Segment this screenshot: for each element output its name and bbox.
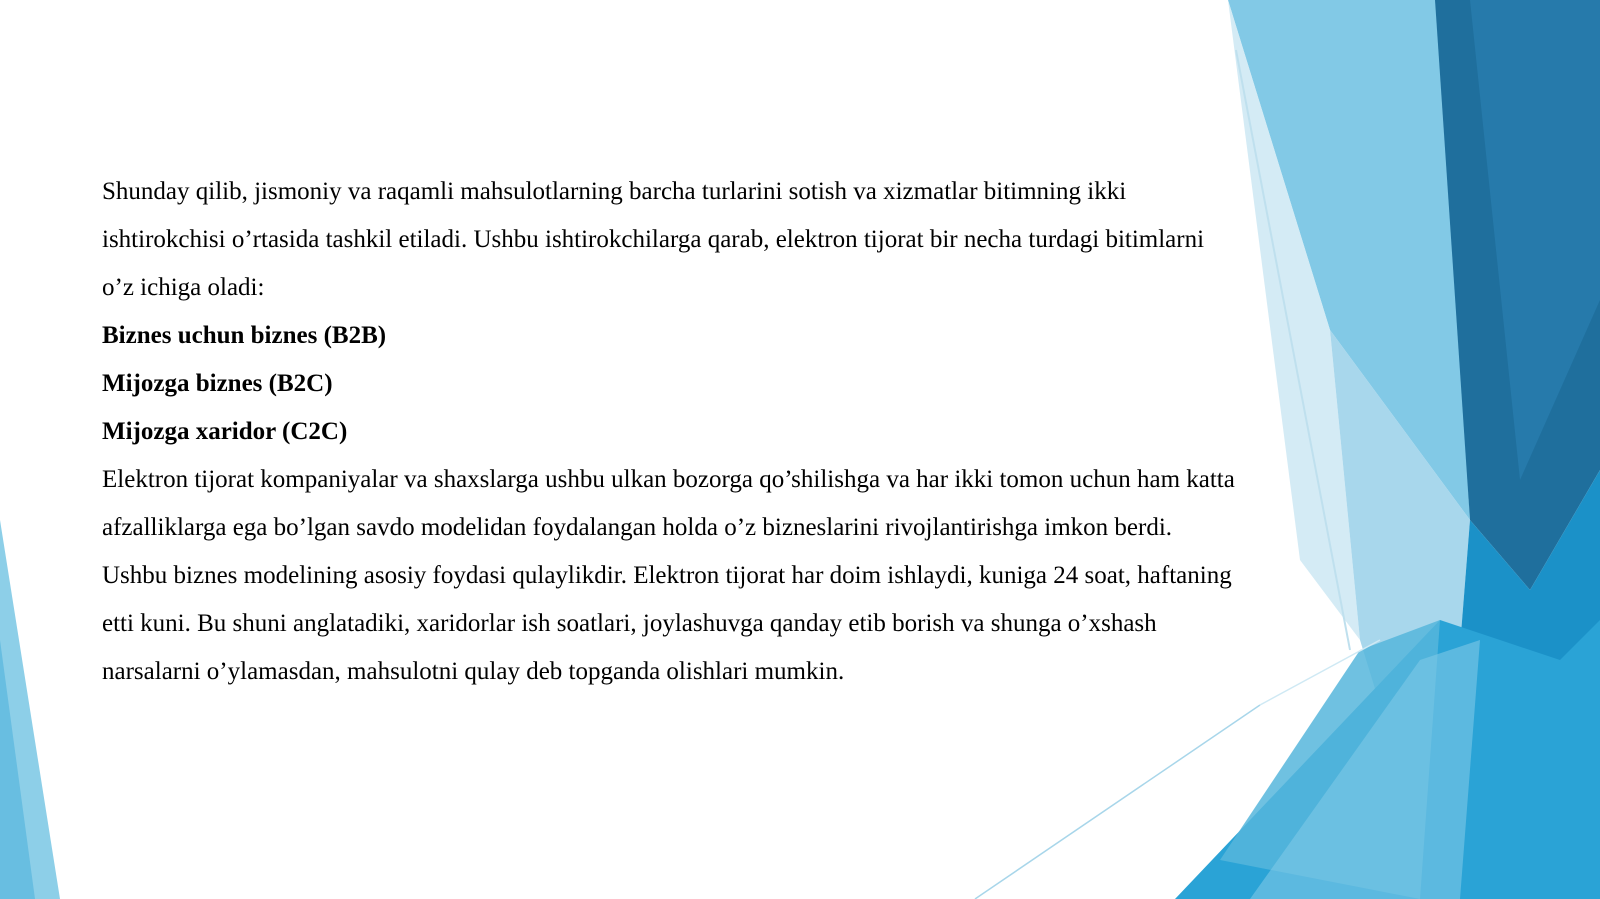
type-b2b: Biznes uchun biznes (B2B) — [102, 322, 387, 349]
intro-paragraph: Shunday qilib, jismoniy va raqamli mahsulotlarning barcha turlarini sotish va xizmatlar bitimning ikki ishtirokchisi o’rtasida tashkil etiladi. Ushbu ishtirokchilarga qarab, elektron tijorat bir necha turdagi bitimlarni o’z ichiga oladi: — [102, 178, 1205, 301]
type-c2c: Mijozga xaridor (C2C) — [102, 418, 348, 445]
type-b2c: Mijozga biznes (B2C) — [102, 370, 333, 397]
benefits-paragraph: Elektron tijorat kompaniyalar va shaxslarga ushbu ulkan bozorga qo’shilishga va har ikki tomon uchun ham katta afzalliklarga ega bo’lgan savdo modelidan foydalangan holda o’z bizneslarini rivojlantirishga imkon berdi. Ushbu biznes modelining asosiy foydasi qulaylikdir. Elektron tijorat har doim ishlaydi, kuniga 24 soat, haftaning etti kuni. Bu shuni anglatadiki, xaridorlar ish soatlari, joylashuvga qanday etib borish va shunga o’xshash narsalarni o’ylamasdan, mahsulotni qulay deb topganda olishlari mumkin. — [102, 466, 1235, 685]
text-content — [102, 168, 1242, 696]
